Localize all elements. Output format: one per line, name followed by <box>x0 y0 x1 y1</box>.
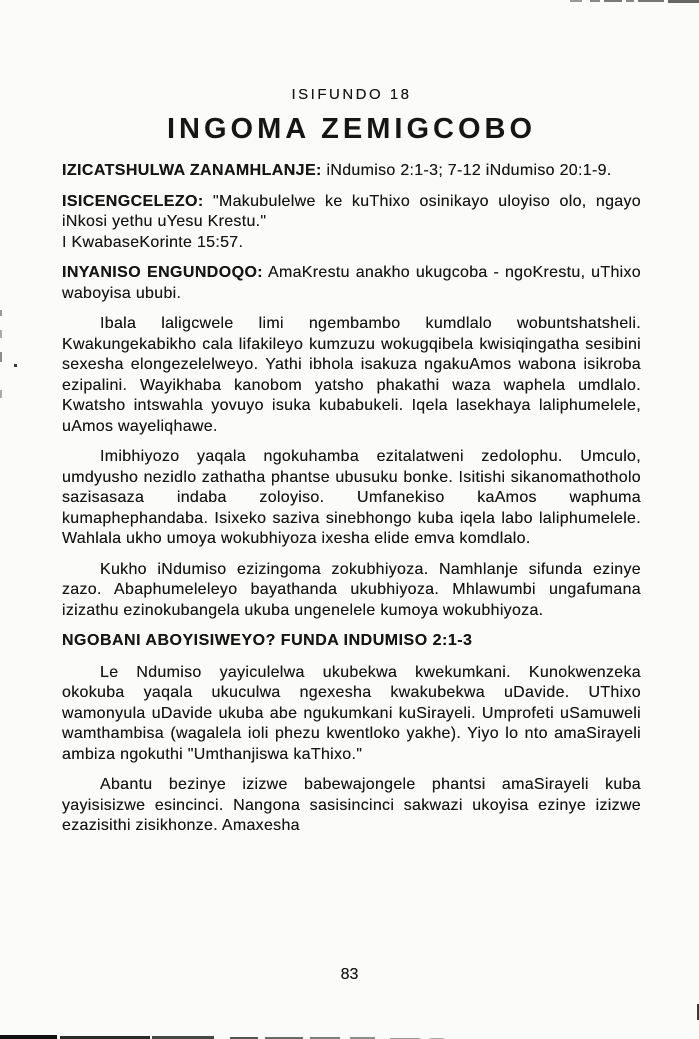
page-content <box>62 86 641 847</box>
central-truth <box>62 263 641 304</box>
scan-artifact <box>604 0 622 2</box>
memory-verse <box>62 192 641 254</box>
scan-artifact <box>0 310 2 316</box>
central-truth-text: AmaKrestu anakho ukugcoba - ngoKrestu, uThixo waboyisa ububi. <box>62 264 641 302</box>
scan-artifact <box>14 364 17 367</box>
body-paragraph: Kukho iNdumiso ezizingoma zokubhiyoza. Namhlanje sifunda ezinye zazo. Abaphumeleleyo bayathanda ukubhiyoza. Mhlawumbi ungafumana izizathu ezinokubangela ukuba ungenelele kumoya wokubhiyoza. <box>62 560 641 619</box>
body-paragraph: Imibhiyozo yaqala ngokuhamba ezitalatweni zedolophu. Umculo, umdyusho nezidlo zathatha phantse ubusuku bonke. Isitishi sikanomathotholo sazisasaza indaba zoloyiso. Umfanekiso kaAmos waphuma kumaphephandaba. Isixeko saziva sinebhongo kuba iqela labo laliphumelele. Wahlala ukho umoya wokubhiyoza ixesha elide emva komdlalo. <box>62 448 641 547</box>
body-paragraph: Le Ndumiso yayiculelwa ukubekwa kwekumkani. Kunokwenzeka okokuba yaqala ukuculwa ngexesha kwakubekwa uDavide. UThixo wamonyula uDavide ukuba abe ngukumkani kuSirayeli. Umprofeti uSamuweli wamthambisa (wagalela ioli phezu kwentloko yakhe). Yiyo lo nto amaSirayeli ambiza ngokuthi "Umthanjiswa kaThixo." <box>62 663 641 763</box>
scan-artifact <box>0 330 2 338</box>
lesson-number: ISIFUNDO 18 <box>291 86 412 103</box>
memory-verse-label: ISICENGCELEZO: <box>62 192 204 210</box>
scan-artifact <box>626 0 634 2</box>
scan-artifact <box>590 0 600 2</box>
scan-artifact <box>0 390 2 398</box>
scan-artifact <box>570 0 582 2</box>
memory-verse-text: "Makubulelwe ke kuThixo osinikayo uloyiso olo, ngayo iNkosi yethu uYesu Krestu." <box>62 192 641 230</box>
scan-artifact <box>668 0 699 3</box>
section-heading: NGOBANI ABOYISIWEYO? FUNDA INDUMISO 2:1-3 <box>62 632 473 649</box>
scripture-readings-text: iNdumiso 2:1-3; 7-12 iNdumiso 20:1-9. <box>326 162 612 179</box>
page-number: 83 <box>340 966 359 983</box>
scripture-readings-label: IZICATSHULWA ZANAMHLANJE: <box>62 162 322 179</box>
scan-artifact <box>638 0 664 2</box>
scan-artifact <box>0 352 2 362</box>
body-paragraph: Ibala laligcwele limi ngembambo kumdlalo wobuntshatsheli. Kwakungekabikho cala lifakileyo kumzuzu wokugqibela kwisiqingatha sesibini sexesha elongezelelweyo. Yathi ibhola isakuza ngakuAmos wabona isikroba ezipalini. Wayikhaba kanobom yatsho phakathi waza waphela umdlalo. Kwatsho intswahla yovuyo isuka kubabukeli. Iqela lasekhaya laliphumelele, uAmos wayeliqhawe. <box>62 315 641 435</box>
memory-verse-reference: I KwabaseKorinte 15:57. <box>62 233 244 251</box>
body-paragraph: Abantu bezinye izizwe babewajongele phantsi amaSirayeli kuba yayisisizwe esincinci. Nangona sasisincinci sakwazi ukoyisa ezinye izizwe ezazisithi zisikhonze. Amaxesha <box>62 776 641 834</box>
scripture-readings <box>62 161 641 182</box>
central-truth-label: INYANISO ENGUNDOQO: <box>62 264 264 281</box>
scan-artifact <box>0 1035 57 1039</box>
page-title: INGOMA ZEMIGCOBO <box>166 113 537 145</box>
